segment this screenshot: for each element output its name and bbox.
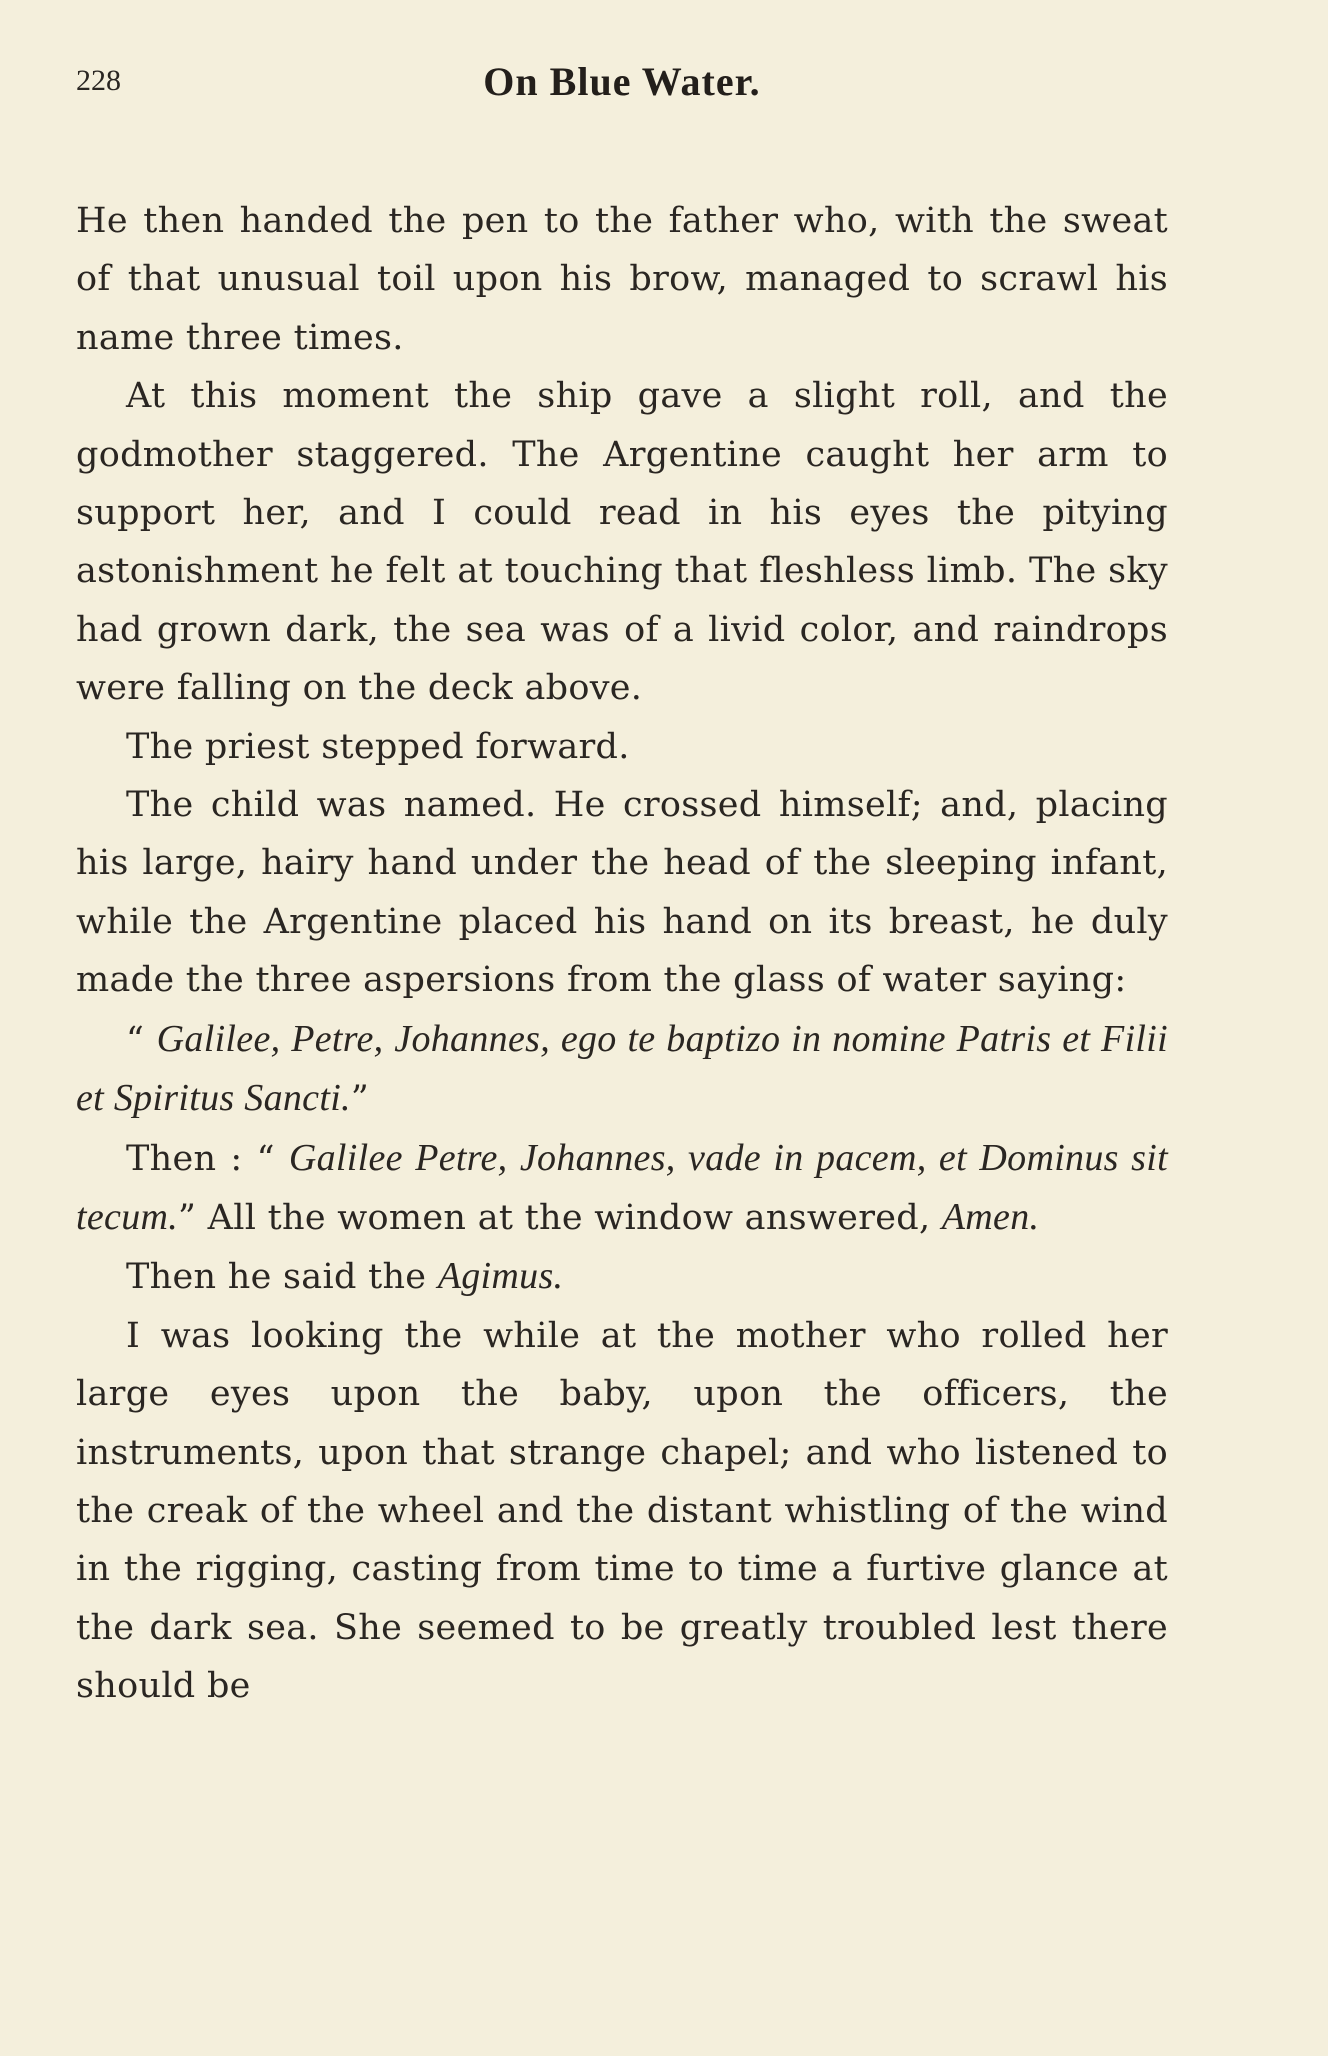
book-page	[76, 50, 1168, 1716]
paragraph-baptism-formula	[76, 1010, 1168, 1129]
blessing-lead: Then : “	[126, 1138, 289, 1179]
running-head	[76, 50, 1168, 130]
latin-baptism-words: Galilee, Petre, Johannes, ego te baptizo in nomine Patris et Filii et Spiritus Sancti.	[76, 1017, 1169, 1120]
paragraph-ship-roll: At this moment the ship gave a slight roll, and the godmother staggered. The Argentine caught her arm to support her, and I could read in his eyes the pitying astonishment he felt at touching that fleshless limb. The sky had grown dark, the sea was of a livid color, and raindrops were falling on the deck above.	[76, 376, 1168, 709]
paragraph-child-named: The child was named. He crossed himself; and, placing his large, hairy hand under the head of the sleeping infant, while the Argentine placed his hand on its breast, he duly made the three aspersions from the glass of water saying:	[76, 785, 1168, 1001]
agimus-word: Agimus.	[437, 1255, 564, 1298]
close-quote: ”	[350, 1079, 370, 1120]
open-quote: “	[126, 1019, 157, 1060]
amen-word: Amen.	[941, 1195, 1040, 1238]
running-title: On Blue Water.	[483, 59, 761, 104]
blessing-after: ” All the women at the window answered,	[178, 1197, 942, 1238]
paragraph-pen-handed: He then handed the pen to the father who, with the sweat of that unusual toil upon his brow, managed to scrawl his name three times.	[76, 201, 1168, 358]
latin-blessing-words: Galilee Petre, Johannes, vade in pacem, et Dominus sit tecum.	[76, 1136, 1168, 1238]
paragraph-mother-watching: I was looking the while at the mother who rolled her large eyes upon the baby, upon the officers, the instruments, upon that strange chapel; and who listened to the creak of the wheel and the distant whistling of the wind in the rigging, casting from time to time a furtive glance at the dark sea. She seemed to be greatly troubled lest there should be	[76, 1315, 1168, 1707]
agimus-lead: Then he said the	[126, 1257, 438, 1298]
paragraph-agimus	[76, 1247, 1168, 1306]
paragraph-blessing	[76, 1129, 1168, 1248]
body-text	[76, 192, 1168, 1716]
page-number: 228	[76, 64, 121, 97]
paragraph-priest-stepped: The priest stepped forward.	[126, 726, 630, 767]
